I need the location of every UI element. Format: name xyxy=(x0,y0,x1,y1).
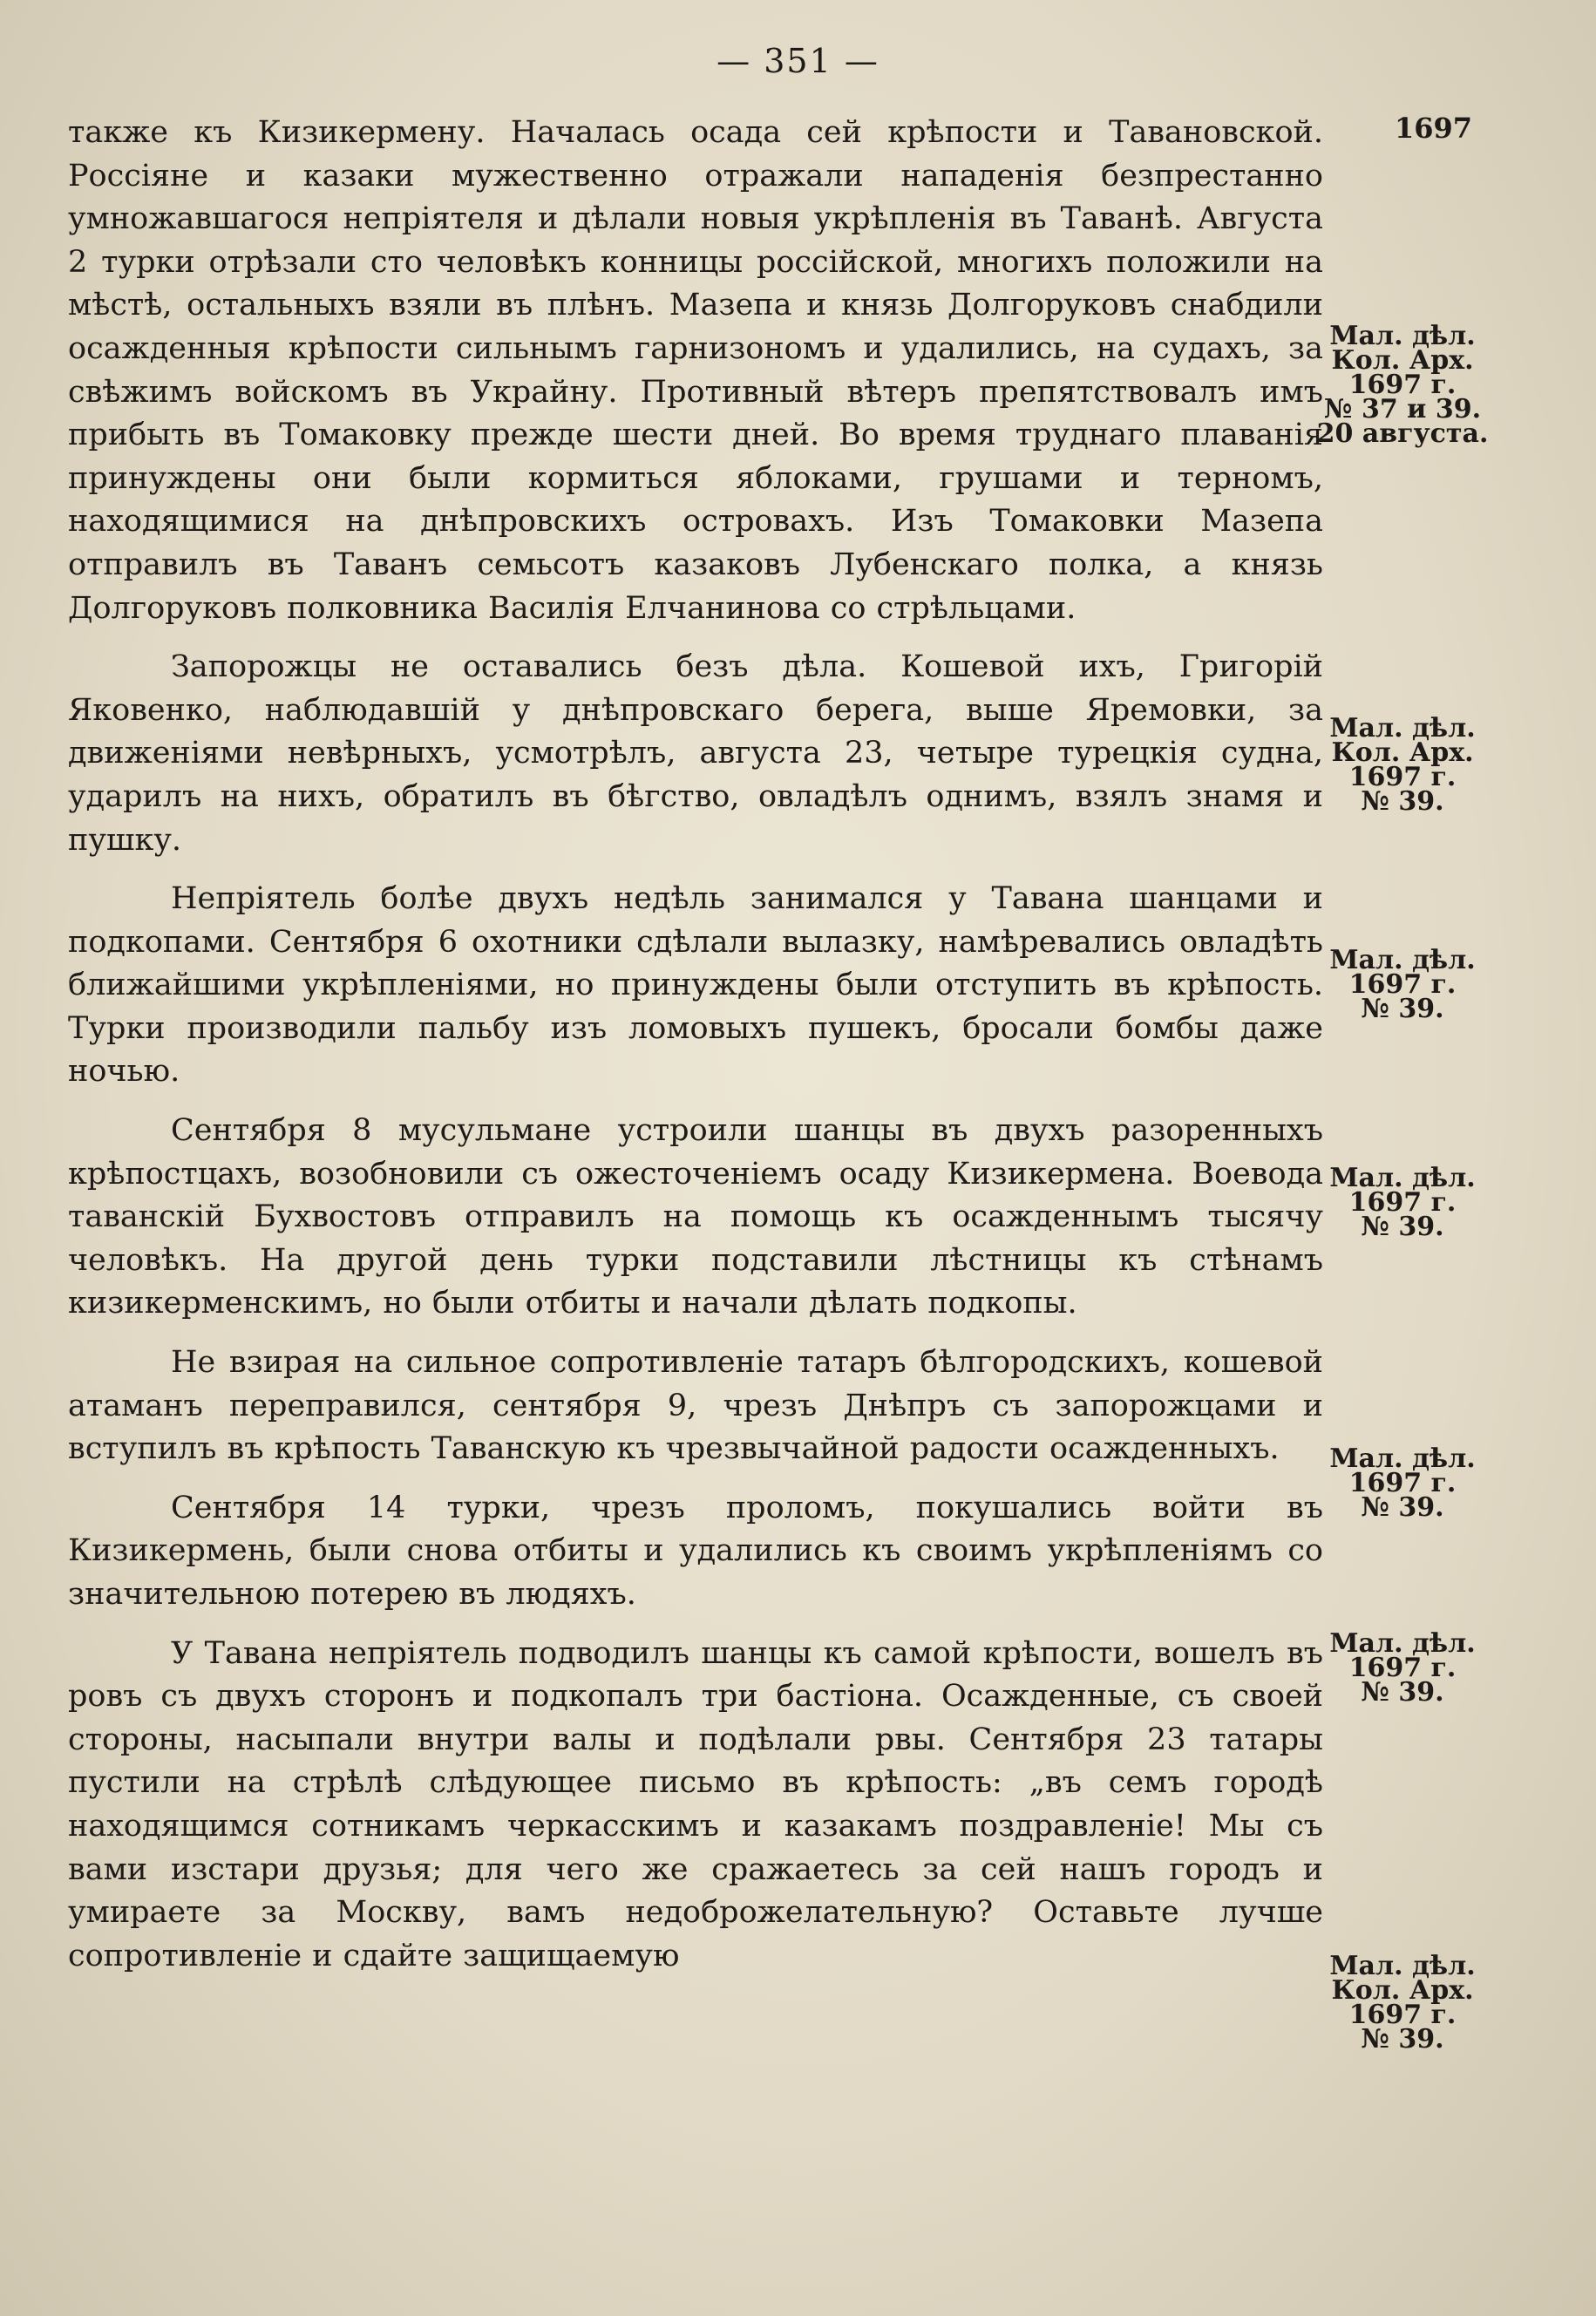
note-line: № 39. xyxy=(1361,1677,1444,1708)
note-line: Мал. дѣл. xyxy=(1329,713,1476,744)
margin-note xyxy=(1304,1951,1501,2055)
note-line: № 39. xyxy=(1361,2024,1444,2055)
note-line: 1697 г. xyxy=(1348,370,1457,400)
note-line: 1697 г. xyxy=(1348,1187,1457,1218)
paragraph: Непріятель болѣе двухъ недѣль занимался у Тавана шанцами и подкопами. Сентября 6 охотники сдѣлали вылазку, намѣревались овладѣть ближайшими укрѣпленіями, но принуждены были отступить въ крѣпость. Турки производили пальбу изъ ломовыхъ пушекъ, бросали бомбы даже ночью. xyxy=(68,881,1323,1090)
paragraph: Не взирая на сильное сопротивленіе татаръ бѣлгородскихъ, кошевой атаманъ переправился, сентября 9, чрезъ Днѣпръ съ запорожцами и вступилъ въ крѣпость Таванскую къ чрезвычайной радости осажденныхъ. xyxy=(68,1345,1323,1467)
paragraph: также къ Кизикермену. Началась осада сей крѣпости и Тавановской. Россіяне и казаки мужественно отражали нападенія безпрестанно умножавшагося непріятеля и дѣлали новыя укрѣпленія въ Таванѣ. Августа 2 турки отрѣзали сто человѣкъ конницы россійской, многихъ положили на мѣстѣ, остальныхъ взяли въ плѣнъ. Мазепа и князь Долгоруковъ снабдили осажденныя крѣпости сильнымъ гарнизономъ и удалились, на судахъ, за свѣжимъ войскомъ въ Украйну. Противный вѣтеръ препятствовалъ имъ прибыть въ Томаковку прежде шести дней. Во время труднаго плаванія принуждены они были кормиться яблоками, грушами и терномъ, находящимися на днѣпровскихъ островахъ. Изъ Томаковки Мазепа отправилъ въ Таванъ семьсотъ казаковъ Лубенскаго полка, а князь Долгоруковъ полковника Василія Елчанинова со стрѣльцами. xyxy=(68,115,1323,626)
note-line: Кол. Арх. xyxy=(1331,345,1474,376)
margin-note xyxy=(1304,1443,1501,1523)
paragraph: Запорожцы не оставались безъ дѣла. Кошевой ихъ, Григорій Яковенко, наблюдавшій у днѣпровскаго берега, выше Яремовки, за движеніями невѣрныхъ, усмотрѣлъ, августа 23, четыре турецкія судна, ударилъ на нихъ, обратилъ въ бѣгство, овладѣлъ однимъ, взялъ знамя и пушку. xyxy=(68,649,1323,858)
note-line: 1697 г. xyxy=(1348,762,1457,792)
note-line: 1697 г. xyxy=(1348,1653,1457,1683)
paragraph: Сентября 8 мусульмане устроили шанцы въ двухъ разоренныхъ крѣпостцахъ, возобновили съ ожесточеніемъ осаду Кизикермена. Воевода таванскій Бухвостовъ отправилъ на помощь къ осажденнымъ тысячу человѣкъ. На другой день турки подставили лѣстницы къ стѣнамъ кизикерменскимъ, но были отбиты и начали дѣлать подкопы. xyxy=(68,1113,1323,1321)
note-line: № 39. xyxy=(1361,786,1444,817)
paragraph: Сентября 14 турки, чрезъ проломъ, покушались войти въ Кизикермень, были снова отбиты и удалились къ своимъ укрѣпленіямъ со значительною потерею въ людяхъ. xyxy=(68,1490,1323,1612)
note-line: 1697 г. xyxy=(1348,969,1457,1000)
note-line: Кол. Арх. xyxy=(1331,1975,1474,2006)
note-line: Мал. дѣл. xyxy=(1329,321,1476,351)
note-line: Мал. дѣл. xyxy=(1329,1628,1476,1659)
margin-note xyxy=(1304,945,1501,1024)
margin-note xyxy=(1304,1628,1501,1708)
paragraph: У Тавана непріятель подводилъ шанцы къ самой крѣпости, вошелъ въ ровъ съ двухъ сторонъ и подкопалъ три бастіона. Осажденные, съ своей стороны, насыпали внутри валы и подѣлали рвы. Сентября 23 татары пустили на стрѣлѣ слѣдующее письмо въ крѣпость: „въ семъ городѣ находящимся сотникамъ черкасскимъ и казакамъ поздравленіе! Мы съ вами изстари друзья; для чего же сражаетесь за сей нашъ городъ и умираете за Москву, вамъ недоброжелательную? Оставьте лучше сопротивленіе и сдайте защищаемую xyxy=(68,1635,1323,1973)
margin-note xyxy=(1304,321,1501,449)
note-line: Кол. Арх. xyxy=(1331,737,1474,768)
note-line: Мал. дѣл. xyxy=(1329,945,1476,975)
note-line: Мал. дѣл. xyxy=(1329,1163,1476,1193)
note-line: Мал. дѣл. xyxy=(1329,1951,1476,1981)
margin-year: 1697 xyxy=(1395,112,1473,145)
margin-note xyxy=(1304,713,1501,817)
note-line: № 39. xyxy=(1361,1212,1444,1242)
note-line: 20 августа. xyxy=(1316,418,1489,449)
page-number: — 351 — xyxy=(717,42,879,80)
note-line: № 37 и 39. xyxy=(1323,394,1482,424)
note-line: № 39. xyxy=(1361,994,1444,1024)
note-line: Мал. дѣл. xyxy=(1329,1443,1476,1474)
note-line: № 39. xyxy=(1361,1492,1444,1523)
margin-note xyxy=(1304,1163,1501,1242)
main-text xyxy=(68,112,1323,1978)
note-line: 1697 г. xyxy=(1348,2000,1457,2030)
note-line: 1697 г. xyxy=(1348,1468,1457,1498)
